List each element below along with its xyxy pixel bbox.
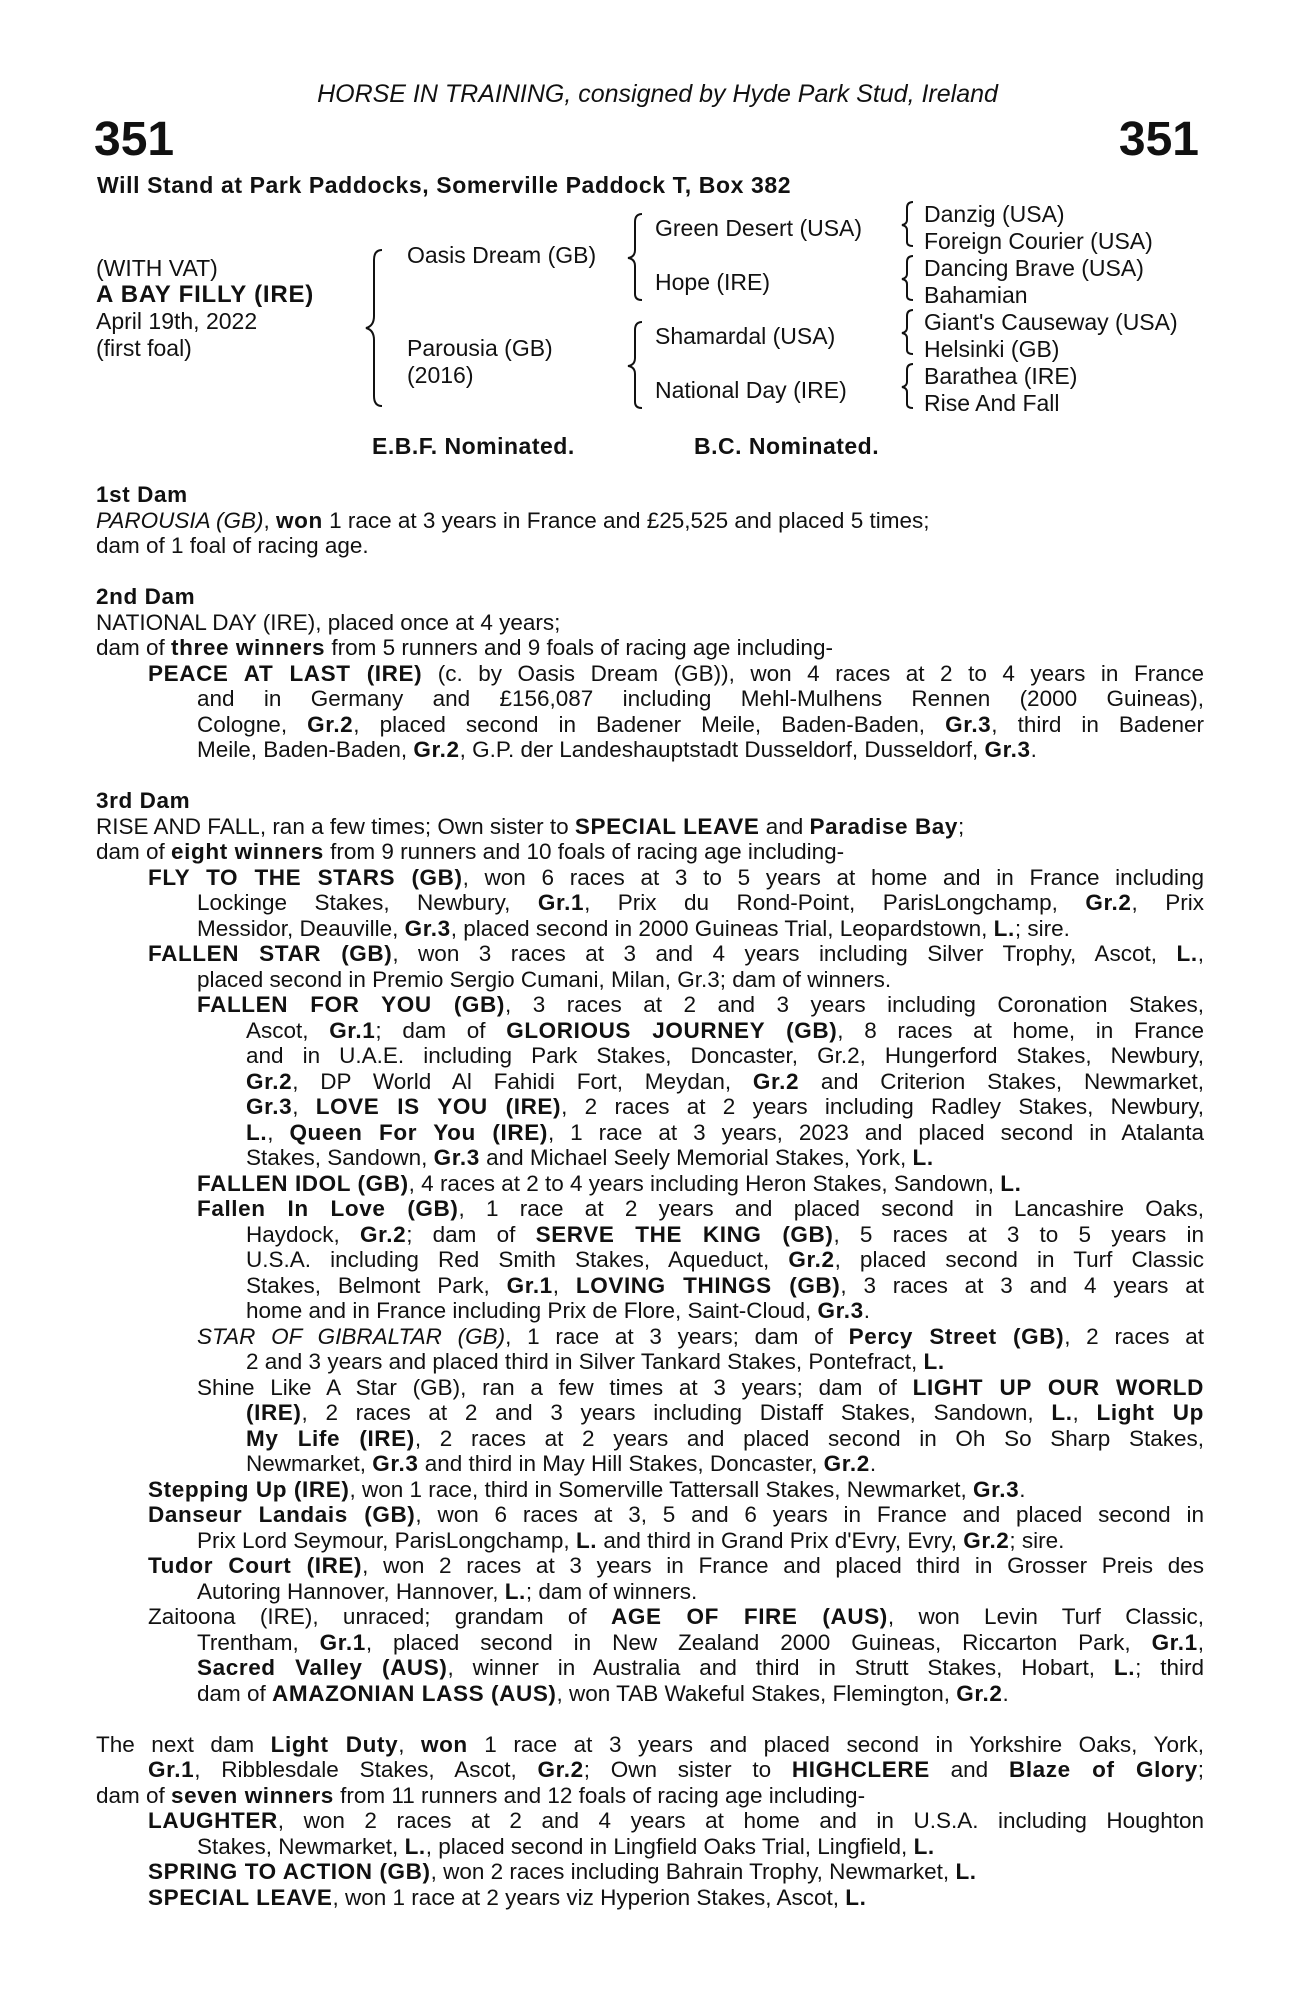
third-dam-line-18: U.S.A. including Red Smith Stakes, Aqueduct, Gr.2, placed second in Turf Classic — [246, 1247, 1204, 1272]
ebf-nomination: E.B.F. Nominated. — [372, 433, 575, 459]
dam-foaled-year: (2016) — [407, 362, 474, 388]
progeny-tudor-court: Tudor Court (IRE), won 2 races at 3 years in France and placed third in Grosser Preis des — [148, 1553, 1205, 1578]
pedigree-brace-main — [360, 248, 390, 408]
third-dam-line-19: Stakes, Belmont Park, Gr.1, LOVING THINGS (GB), 3 races at 3 and 4 years at — [246, 1272, 1204, 1298]
ancestor-helsinki: Helsinki (GB) — [924, 336, 1060, 362]
first-dam-line-1: PAROUSIA (GB), won 1 race at 3 years in France and £25,525 and placed 5 times; — [96, 507, 930, 533]
consignment-line: HORSE IN TRAINING, consigned by Hyde Park Stud, Ireland — [317, 80, 998, 108]
third-dam-line-7: placed second in Premio Sergio Cumani, Milan, Gr.3; dam of winners. — [197, 966, 892, 992]
next-dam-line-3: dam of seven winners from 11 runners and 12 foals of racing age including- — [96, 1782, 866, 1808]
third-dam-line-9: Ascot, Gr.1; dam of GLORIOUS JOURNEY (GB), 8 races at home, in France — [246, 1017, 1204, 1043]
ancestor-rise-and-fall: Rise And Fall — [924, 390, 1060, 416]
second-dam-line-1: NATIONAL DAY (IRE), placed once at 4 years; — [96, 609, 561, 635]
dam-name: Parousia (GB) — [407, 335, 553, 361]
pedigree-brace-dam — [624, 320, 648, 410]
progeny-zaitoona: Zaitoona (IRE), unraced; grandam of AGE OF FIRE (AUS), won Levin Turf Classic, — [148, 1604, 1204, 1629]
third-dam-line-24: (IRE), 2 races at 2 and 3 years including Distaff Stakes, Sandown, L., Light Up — [246, 1400, 1204, 1425]
progeny-peace-at-last: PEACE AT LAST (IRE) (c. by Oasis Dream (GB)), won 4 races at 2 to 4 years in France — [148, 660, 1204, 686]
pedigree-brace-g3 — [898, 308, 918, 356]
third-dam-line-20: home and in France including Prix de Flore, Saint-Cloud, Gr.3. — [246, 1298, 870, 1323]
progeny-fallen-for-you: FALLEN FOR YOU (GB), 3 races at 2 and 3 years including Coronation Stakes, — [197, 992, 1204, 1017]
lot-number-right: 351 — [1118, 113, 1199, 166]
progeny-star-of-gibraltar: STAR OF GIBRALTAR (GB), 1 race at 3 years; dam of Percy Street (GB), 2 races at — [197, 1323, 1204, 1349]
first-dam-heading: 1st Dam — [96, 482, 188, 507]
sire-dam-name: Hope (IRE) — [655, 269, 771, 295]
third-dam-line-12: Gr.3, LOVE IS YOU (IRE), 2 races at 2 years including Radley Stakes, Newbury, — [246, 1094, 1204, 1119]
pedigree-brace-g4 — [898, 362, 918, 410]
progeny-shine-like-a-star: Shine Like A Star (GB), ran a few times at 3 years; dam of LIGHT UP OUR WORLD — [197, 1374, 1205, 1400]
progeny-danseur-landais: Danseur Landais (GB), won 6 races at 3, 5 and 6 years in France and placed second in — [148, 1502, 1204, 1527]
lot-name: A BAY FILLY (IRE) — [96, 281, 315, 308]
third-dam-line-33: Trentham, Gr.1, placed second in New Zealand 2000 Guineas, Riccarton Park, Gr.1, — [197, 1629, 1205, 1655]
vat-note: (WITH VAT) — [96, 255, 218, 281]
pedigree-brace-g2 — [898, 254, 918, 302]
third-dam-line-35: dam of AMAZONIAN LASS (AUS), won TAB Wakeful Stakes, Flemington, Gr.2. — [197, 1680, 1009, 1706]
third-dam-line-26: Newmarket, Gr.3 and third in May Hill Stakes, Doncaster, Gr.2. — [246, 1451, 877, 1476]
dam-sire-name: Shamardal (USA) — [655, 323, 836, 349]
next-dam-line-5: Stakes, Newmarket, L., placed second in Lingfield Oaks Trial, Lingfield, L. — [197, 1833, 935, 1859]
third-dam-line-11: Gr.2, DP World Al Fahidi Fort, Meydan, Gr.2 and Criterion Stakes, Newmarket, — [246, 1068, 1204, 1094]
progeny-stepping-up: Stepping Up (IRE), won 1 race, third in Somerville Tattersall Stakes, Newmarket, Gr.3. — [148, 1476, 1026, 1502]
progeny-spring-to-action: SPRING TO ACTION (GB), won 2 races including Bahrain Trophy, Newmarket, L. — [148, 1859, 977, 1884]
third-dam-line-5: Messidor, Deauville, Gr.3, placed second in 2000 Guineas Trial, Leopardstown, L.; sire. — [197, 915, 1070, 941]
third-dam-line-34: Sacred Valley (AUS), winner in Australia and third in Strutt Stakes, Hobart, L.; third — [197, 1655, 1204, 1680]
third-dam-line-4: Lockinge Stakes, Newbury, Gr.1, Prix du Rond-Point, ParisLongchamp, Gr.2, Prix — [197, 890, 1204, 915]
third-dam-line-29: Prix Lord Seymour, ParisLongchamp, L. and third in Grand Prix d'Evry, Evry, Gr.2; sire. — [197, 1527, 1065, 1553]
third-dam-line-17: Haydock, Gr.2; dam of SERVE THE KING (GB), 5 races at 3 to 5 years in — [246, 1221, 1204, 1247]
third-dam-line-2: dam of eight winners from 9 runners and 10 foals of racing age including- — [96, 839, 845, 864]
second-dam-heading: 2nd Dam — [96, 584, 196, 609]
ancestor-barathea: Barathea (IRE) — [924, 363, 1078, 389]
third-dam-line-22: 2 and 3 years and placed third in Silver Tankard Stakes, Pontefract, L. — [246, 1349, 945, 1374]
progeny-fallen-in-love: Fallen In Love (GB), 1 race at 2 years and placed second in Lancashire Oaks, — [197, 1196, 1204, 1221]
third-dam-heading: 3rd Dam — [96, 788, 191, 813]
second-dam-line-4: and in Germany and £156,087 including Mehl-Mulhens Rennen (2000 Guineas), — [197, 686, 1204, 711]
foal-note: (first foal) — [96, 335, 192, 361]
next-dam-line-1: The next dam Light Duty, won 1 race at 3 years and placed second in Yorkshire Oaks, York, — [96, 1731, 1205, 1757]
bc-nomination: B.C. Nominated. — [694, 433, 880, 459]
third-dam-line-13: L., Queen For You (IRE), 1 race at 3 years, 2023 and placed second in Atalanta — [246, 1119, 1204, 1145]
third-dam-line-14: Stakes, Sandown, Gr.3 and Michael Seely Memorial Stakes, York, L. — [246, 1145, 934, 1170]
pedigree-brace-g1 — [898, 200, 918, 248]
dam-name-parousia: PAROUSIA (GB) — [96, 507, 264, 533]
progeny-fallen-star: FALLEN STAR (GB), won 3 races at 3 and 4 years including Silver Trophy, Ascot, L., — [148, 941, 1204, 966]
third-dam-line-1: RISE AND FALL, ran a few times; Own sister to SPECIAL LEAVE and Paradise Bay; — [96, 813, 965, 839]
third-dam-line-25: My Life (IRE), 2 races at 2 years and placed second in Oh So Sharp Stakes, — [246, 1425, 1204, 1451]
progeny-special-leave: SPECIAL LEAVE, won 1 race at 2 years viz Hyperion Stakes, Ascot, L. — [148, 1884, 867, 1910]
dam-dam-name: National Day (IRE) — [655, 377, 847, 403]
progeny-fly-to-the-stars: FLY TO THE STARS (GB), won 6 races at 3 to 5 years at home and in France including — [148, 864, 1204, 890]
progeny-laughter: LAUGHTER, won 2 races at 2 and 4 years at home and in U.S.A. including Houghton — [148, 1808, 1204, 1833]
pedigree-brace-sire — [624, 212, 648, 302]
ancestor-dancing-brave: Dancing Brave (USA) — [924, 255, 1144, 281]
second-dam-line-5: Cologne, Gr.2, placed second in Badener Meile, Baden-Baden, Gr.3, third in Badener — [197, 711, 1204, 737]
progeny-fallen-idol: FALLEN IDOL (GB), 4 races at 2 to 4 years including Heron Stakes, Sandown, L. — [197, 1170, 1022, 1196]
lot-number-left: 351 — [94, 113, 175, 166]
next-dam-line-2: Gr.1, Ribblesdale Stakes, Ascot, Gr.2; Own sister to HIGHCLERE and Blaze of Glory; — [148, 1757, 1205, 1782]
stand-location: Will Stand at Park Paddocks, Somerville Paddock T, Box 382 — [97, 172, 792, 198]
sire-name: Oasis Dream (GB) — [407, 242, 597, 268]
sire-sire-name: Green Desert (USA) — [655, 215, 863, 241]
first-dam-line-2: dam of 1 foal of racing age. — [96, 533, 369, 558]
third-dam-line-31: Autoring Hannover, Hannover, L.; dam of winners. — [197, 1578, 698, 1604]
ancestor-danzig: Danzig (USA) — [924, 201, 1065, 227]
ancestor-bahamian: Bahamian — [924, 282, 1028, 308]
ancestor-giants-causeway: Giant's Causeway (USA) — [924, 309, 1178, 335]
second-dam-line-6: Meile, Baden-Baden, Gr.2, G.P. der Landeshauptstadt Dusseldorf, Dusseldorf, Gr.3. — [197, 737, 1037, 762]
third-dam-line-10: and in U.A.E. including Park Stakes, Doncaster, Gr.2, Hungerford Stakes, Newbury, — [246, 1043, 1204, 1068]
second-dam-line-2: dam of three winners from 5 runners and 9 foals of racing age including- — [96, 635, 833, 660]
ancestor-foreign-courier: Foreign Courier (USA) — [924, 228, 1153, 254]
date-of-birth: April 19th, 2022 — [96, 308, 258, 334]
